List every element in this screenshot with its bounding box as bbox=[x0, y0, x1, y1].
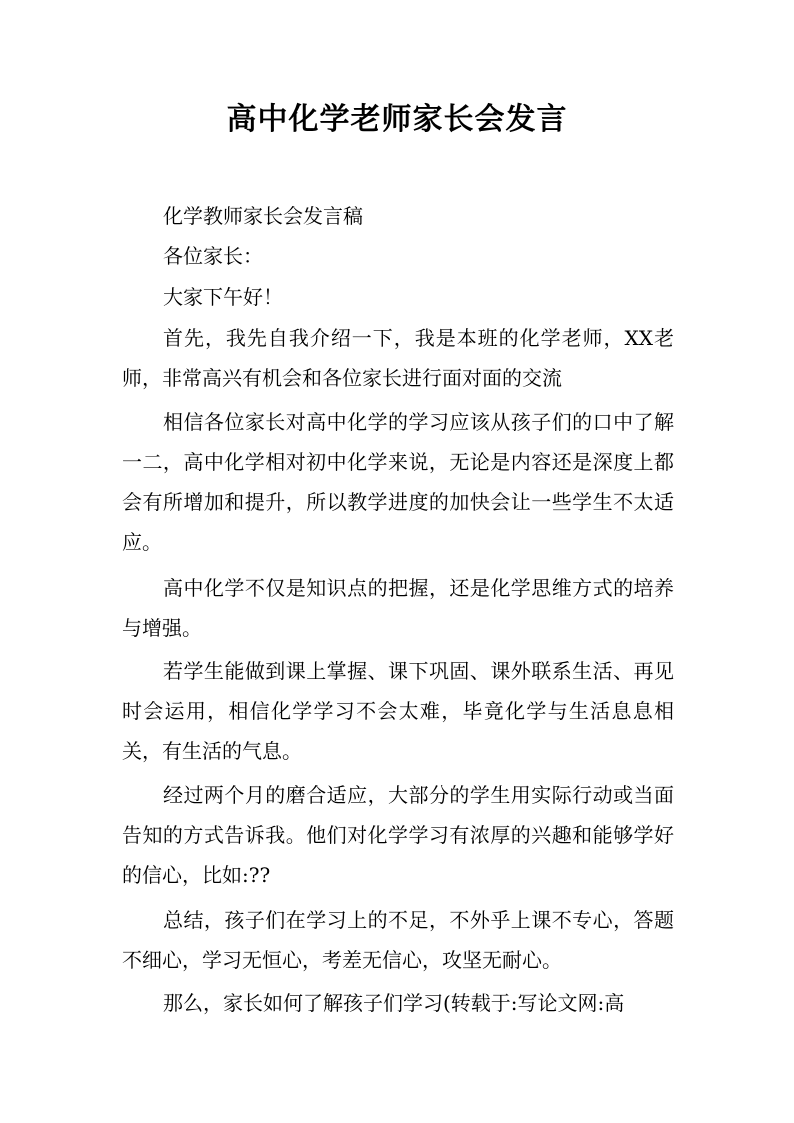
paragraph-salutation: 大家下午好！ bbox=[163, 285, 283, 309]
paragraph-difficulty: 相信各位家长对高中化学的学习应该从孩子们的口中了解一二，高中化学相对初中化学来说，无论是内容还是深度上都会有所增加和提升，所以教学进度的加快会让一些学生不太适应。 bbox=[122, 410, 674, 554]
paragraph-heading: 化学教师家长会发言稿 bbox=[163, 204, 363, 228]
paragraph-greeting: 各位家长： bbox=[163, 244, 263, 268]
paragraph-introduction: 首先，我先自我介绍一下，我是本班的化学老师，XX老师，非常高兴有机会和各位家长进行面对面的交流 bbox=[122, 326, 674, 390]
paragraph-method: 若学生能做到课上掌握、课下巩固、课外联系生活、再见时会运用，相信化学学习不会太难，毕竟化学与生活息息相关，有生活的气息。 bbox=[122, 659, 674, 763]
paragraph-thinking: 高中化学不仅是知识点的把握，还是化学思维方式的培养与增强。 bbox=[122, 576, 674, 640]
paragraph-parents: 那么，家长如何了解孩子们学习(转载于:写论文网:高 bbox=[163, 991, 625, 1015]
paragraph-summary: 总结，孩子们在学习上的不足，不外乎上课不专心，答题不细心，学习无恒心，考差无信心，攻坚无耐心。 bbox=[122, 908, 674, 972]
paragraph-feedback: 经过两个月的磨合适应，大部分的学生用实际行动或当面告知的方式告诉我。他们对化学学习有浓厚的兴趣和能够学好的信心，比如:?? bbox=[122, 783, 674, 887]
document-title: 高中化学老师家长会发言 bbox=[226, 102, 568, 137]
